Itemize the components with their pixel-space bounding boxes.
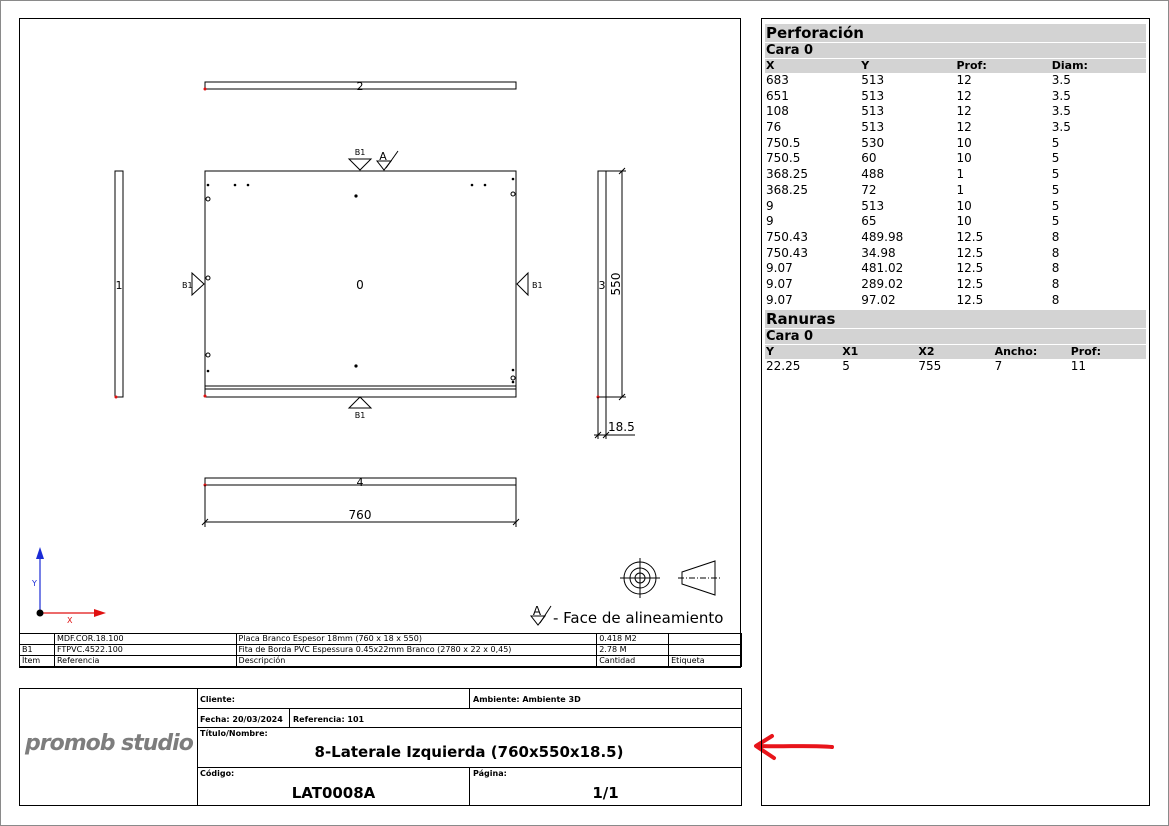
- table-cell: 9: [766, 198, 774, 213]
- edge-band-marker-bottom: [349, 397, 371, 408]
- table-cell: 3.5: [1051, 88, 1071, 103]
- table-cell: 368.25: [766, 182, 808, 197]
- table-cell: 65: [861, 214, 877, 229]
- machining-panel: [761, 18, 1150, 806]
- titulo-value: 8-Laterale Izquierda (760x550x18.5): [314, 743, 624, 761]
- table-row: [20, 645, 742, 656]
- table-row: [765, 359, 1146, 375]
- table-cell: 11: [1070, 359, 1087, 374]
- table-cell: 513: [861, 120, 885, 135]
- ranuras-title: Ranuras: [765, 310, 1146, 328]
- table-cell: 5: [1051, 214, 1060, 229]
- table-cell: 108: [766, 104, 789, 119]
- perforacion-face: Cara 0: [765, 43, 1146, 58]
- part-referencia: MDF.COR.18.100: [54, 634, 236, 645]
- header-etiqueta: Etiqueta: [669, 656, 742, 667]
- table-header-row: [20, 656, 742, 667]
- table-cell: 12.5: [956, 229, 984, 244]
- table-cell: 8: [1051, 245, 1060, 260]
- alignment-legend-letter: A: [532, 604, 542, 618]
- codigo-label: Código:: [197, 768, 470, 805]
- table-cell: 651: [766, 88, 789, 103]
- band-label-bottom: B1: [354, 411, 366, 420]
- table-row: [765, 89, 1146, 105]
- fecha-label: Fecha: 20/03/2024: [197, 709, 290, 728]
- cliente-label: Cliente:: [197, 689, 470, 709]
- header-cantidad: Cantidad: [597, 656, 669, 667]
- part-item: B1: [20, 645, 55, 656]
- perforacion-rows: [765, 73, 1146, 308]
- alignment-slash: [386, 151, 398, 168]
- logo: [20, 689, 198, 805]
- axis-y-label: Y: [32, 579, 37, 588]
- table-cell: 10: [956, 214, 972, 229]
- table-cell: 750.43: [766, 245, 808, 260]
- alignment-letter: A: [379, 150, 387, 163]
- corner-mark: [204, 88, 207, 91]
- corner-mark: [204, 395, 207, 398]
- table-cell: 60: [861, 151, 877, 166]
- table-cell: 683: [766, 73, 789, 87]
- table-cell: 513: [861, 73, 885, 87]
- table-cell: 12: [956, 73, 972, 87]
- edge-label-right: 3: [598, 279, 606, 292]
- axis-origin: [37, 610, 44, 617]
- table-cell: 5: [1051, 151, 1060, 166]
- part-cantidad: 0.418 M2: [597, 634, 669, 645]
- table-cell: 12: [956, 120, 972, 135]
- table-cell: 489.98: [861, 229, 904, 244]
- band-label-left: B1: [182, 281, 193, 290]
- edge-label-bottom: 4: [356, 476, 364, 489]
- header-descripcion: Descripción: [236, 656, 597, 667]
- height-dimension-label: 550: [609, 272, 623, 296]
- table-cell: 9.07: [766, 292, 793, 307]
- perforacion-columns: [765, 59, 1146, 73]
- table-row: [765, 246, 1146, 262]
- table-cell: 9: [766, 214, 774, 229]
- pagina-value: 1/1: [592, 784, 619, 802]
- table-cell: 3.5: [1051, 104, 1071, 119]
- table-row: [765, 167, 1146, 183]
- table-cell: 22.25: [766, 359, 801, 374]
- table-cell: 10: [956, 151, 972, 166]
- table-row: [765, 151, 1146, 167]
- table-cell: 5: [1051, 167, 1060, 182]
- axis-x-label: X: [67, 616, 73, 625]
- panel-label: 0: [356, 278, 364, 292]
- drawing-frame: [19, 18, 741, 668]
- table-cell: 5: [1051, 198, 1060, 213]
- table-cell: 8: [1051, 261, 1060, 276]
- ambiente-label: Ambiente: Ambiente 3D: [470, 689, 741, 709]
- column-header: Ancho:: [994, 345, 1038, 359]
- table-cell: 530: [861, 135, 885, 150]
- part-referencia: FTPVC.4522.100: [54, 645, 236, 656]
- column-header: Diam:: [1051, 59, 1088, 72]
- table-row: [765, 214, 1146, 230]
- table-cell: 12.5: [956, 292, 984, 307]
- table-cell: 10: [956, 135, 972, 150]
- edge-band-marker-right: [517, 273, 528, 295]
- table-row: [765, 199, 1146, 215]
- table-cell: 1: [956, 167, 965, 182]
- alignment-legend-text: - Face de alineamiento: [553, 609, 724, 627]
- ranuras-columns: [765, 345, 1146, 359]
- table-cell: 368.25: [766, 167, 808, 182]
- logo-text: promob studio: [25, 731, 193, 756]
- referencia-label: Referencia: 101: [290, 709, 741, 728]
- table-row: [765, 104, 1146, 120]
- table-row: [765, 293, 1146, 309]
- edge-label-left: 1: [115, 279, 123, 292]
- column-header: Prof:: [956, 59, 987, 72]
- table-row: [765, 73, 1146, 89]
- part-cantidad: 2.78 M: [597, 645, 669, 656]
- table-cell: 12.5: [956, 261, 984, 276]
- table-cell: 9.07: [766, 276, 793, 291]
- table-row: [765, 183, 1146, 199]
- table-row: [765, 136, 1146, 152]
- part-etiqueta: [669, 645, 742, 656]
- header-item: Ítem: [20, 656, 55, 667]
- table-cell: 76: [766, 120, 782, 135]
- table-cell: 755: [918, 359, 942, 374]
- edge-band-marker-top: [349, 159, 371, 170]
- table-cell: 34.98: [861, 245, 896, 260]
- column-header: Prof:: [1070, 345, 1101, 359]
- table-cell: 1: [956, 182, 965, 197]
- column-header: Y: [766, 345, 774, 359]
- table-cell: 488: [861, 167, 885, 182]
- technical-drawing: [20, 19, 742, 669]
- table-cell: 513: [861, 198, 885, 213]
- table-cell: 289.02: [861, 276, 904, 291]
- table-cell: 12: [956, 88, 972, 103]
- table-cell: 513: [861, 104, 885, 119]
- table-cell: 8: [1051, 229, 1060, 244]
- table-cell: 9.07: [766, 261, 793, 276]
- column-header: Y: [861, 59, 870, 72]
- table-cell: 8: [1051, 276, 1060, 291]
- table-cell: 8: [1051, 292, 1060, 307]
- table-cell: 5: [842, 359, 850, 374]
- title-block: [19, 688, 742, 806]
- thickness-dimension-label: 18.5: [608, 420, 635, 434]
- header-referencia: Referencia: [54, 656, 236, 667]
- table-cell: 3.5: [1051, 120, 1071, 135]
- table-cell: 10: [956, 198, 972, 213]
- codigo-value: LAT0008A: [291, 784, 376, 802]
- table-row: [765, 261, 1146, 277]
- width-dimension-label: 760: [348, 508, 372, 522]
- table-cell: 750.5: [766, 151, 801, 166]
- table-row: [765, 230, 1146, 246]
- table-cell: 750.43: [766, 229, 808, 244]
- table-cell: 750.5: [766, 135, 801, 150]
- titulo-label: Título/Nombre:: [197, 728, 741, 768]
- table-cell: 7: [994, 359, 1003, 374]
- table-row: [765, 277, 1146, 293]
- parts-table: [19, 633, 742, 667]
- band-label-right: B1: [532, 281, 543, 290]
- table-row: [20, 634, 742, 645]
- part-descripcion: Fita de Borda PVC Espessura 0.45x22mm Branco (2780 x 22 x 0,45): [236, 645, 597, 656]
- pagina-label: Página:: [473, 769, 507, 778]
- table-cell: 513: [861, 88, 885, 103]
- column-header: X: [766, 59, 775, 72]
- table-cell: 5: [1051, 182, 1060, 197]
- edge-label-top: 2: [356, 80, 364, 93]
- table-cell: 12.5: [956, 276, 984, 291]
- ranuras-rows: [765, 359, 1146, 375]
- table-cell: 5: [1051, 135, 1060, 150]
- edge-band-marker-left: [192, 273, 204, 295]
- table-cell: 97.02: [861, 292, 896, 307]
- part-etiqueta: [669, 634, 742, 645]
- part-descripcion: Placa Branco Espesor 18mm (760 x 18 x 550): [236, 634, 597, 645]
- ranuras-face: Cara 0: [765, 329, 1146, 344]
- column-header: X2: [918, 345, 935, 359]
- table-row: [765, 120, 1146, 136]
- table-cell: 3.5: [1051, 73, 1071, 87]
- band-label-top: B1: [354, 148, 366, 157]
- perforacion-title: Perforación: [765, 24, 1146, 42]
- corner-mark: [115, 396, 118, 399]
- table-cell: 12: [956, 104, 972, 119]
- part-item: [20, 634, 55, 645]
- table-cell: 481.02: [861, 261, 904, 276]
- projection-symbol-icon: [620, 558, 720, 598]
- column-header: X1: [842, 345, 859, 359]
- table-cell: 12.5: [956, 245, 984, 260]
- table-cell: 72: [861, 182, 877, 197]
